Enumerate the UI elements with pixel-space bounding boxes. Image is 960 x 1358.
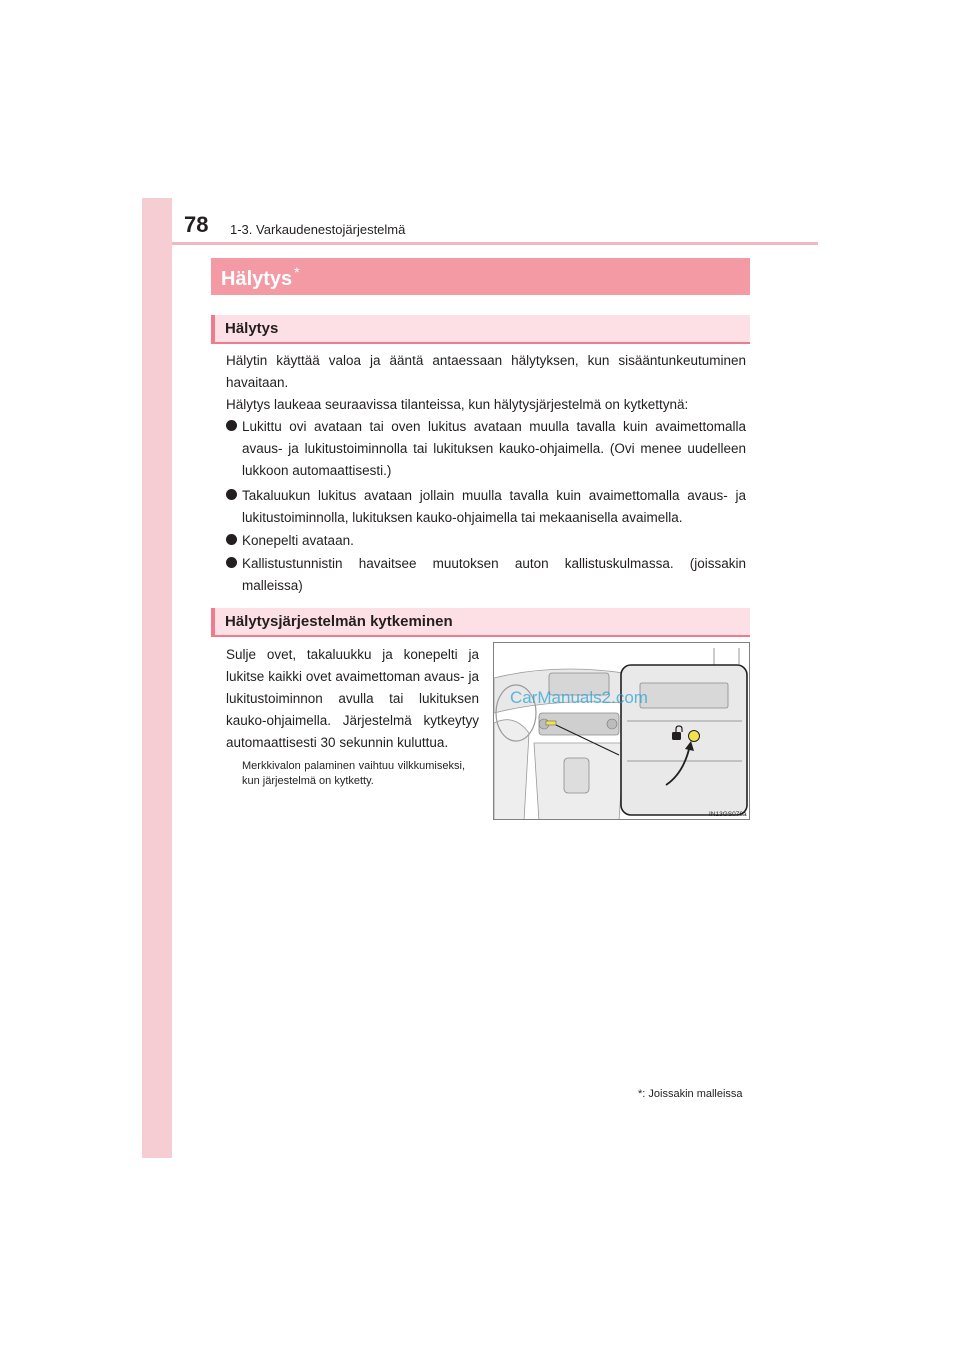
figure-caption: Merkkivalon palaminen vaihtuu vilkkumiseksi, kun järjestelmä on kytketty. bbox=[242, 760, 465, 787]
security-indicator-light bbox=[689, 731, 700, 742]
bullet-icon bbox=[226, 557, 237, 568]
footnote: *: Joissakin malleissa bbox=[638, 1088, 743, 1100]
page-number: 78 bbox=[184, 212, 209, 237]
subsection-heading-setting bbox=[211, 608, 750, 637]
list-item-text: Takaluukun lukitus avataan jollain muulla tavalla kuin avaimettomalla avaus- ja lukitustoiminnolla, lukituksen kauko-ohjaimella tai mekaanisella avaimella. bbox=[242, 488, 746, 525]
section-title-bar bbox=[211, 258, 750, 295]
subsection-heading-alarm-text: Hälytys bbox=[225, 320, 279, 337]
figure-code: IN13GS076a bbox=[709, 811, 747, 818]
list-item-text: Konepelti avataan. bbox=[242, 533, 354, 548]
intro-paragraph-2: Hälytys laukeaa seuraavissa tilanteissa, kun hälytysjärjestelmä on kytkettynä: bbox=[226, 397, 689, 412]
subsection-heading-alarm bbox=[211, 315, 750, 344]
bullet-icon bbox=[226, 489, 237, 500]
subsection-heading-setting-text: Hälytysjärjestelmän kytkeminen bbox=[225, 613, 453, 630]
watermark-text: CarManuals2.com bbox=[510, 688, 648, 707]
header-divider bbox=[172, 242, 818, 245]
setting-paragraph: Sulje ovet, takaluukku ja konepelti ja lukitse kaikki ovet avaimettoman avaus- ja lukitustoiminnon avulla tai lukituksen kauko-ohjaimella. Järjestelmä kytkeytyy automaattisesti 30 sekunnin kuluttua. bbox=[226, 647, 479, 750]
section-title: Hälytys * bbox=[221, 264, 300, 290]
dashboard-drawing bbox=[494, 643, 750, 820]
intro-paragraph-1: Hälytin käyttää valoa ja ääntä antaessaan hälytyksen, kun sisääntunkeutuminen havaitaan. bbox=[226, 353, 746, 390]
bullet-icon bbox=[226, 420, 237, 431]
bullet-icon bbox=[226, 534, 237, 545]
asterisk-mark: * bbox=[294, 264, 300, 280]
list-item bbox=[226, 530, 746, 552]
list-item bbox=[226, 485, 746, 529]
chapter-title: 1-3. Varkaudenestojärjestelmä bbox=[230, 222, 406, 237]
list-item bbox=[226, 553, 746, 597]
list-item-text: Kallistustunnistin havaitsee muutoksen auton kallistuskulmassa. (joissakin malleissa) bbox=[242, 556, 746, 593]
side-tab-strip bbox=[142, 198, 172, 1158]
list-item bbox=[226, 416, 746, 482]
list-item-text: Lukittu ovi avataan tai oven lukitus avataan muulla tavalla kuin avaimettomalla avaus- ja lukitustoiminnolla tai lukituksen kauko-ohjaimella. (Ovi menee uudelleen lukkoon automaattisesti.) bbox=[242, 419, 746, 478]
dashboard-illustration bbox=[493, 642, 750, 820]
